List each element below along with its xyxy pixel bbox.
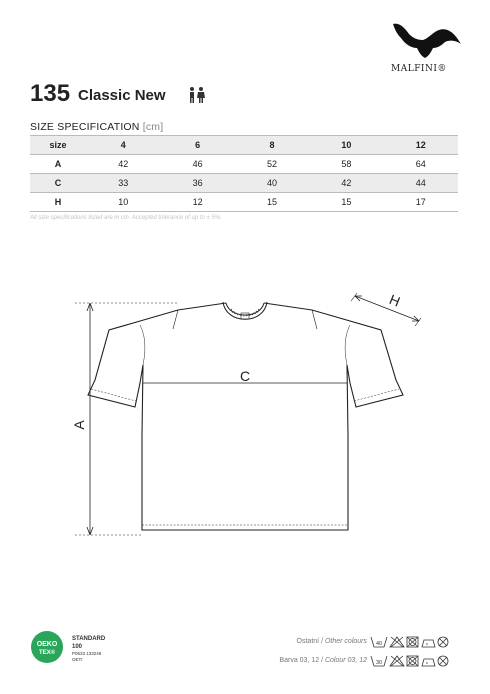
header-cell: 4 [86, 136, 160, 155]
man-woman-icon [187, 86, 207, 104]
label-c: C [239, 368, 251, 384]
table-cell: 15 [309, 193, 383, 212]
table-cell: 12 [160, 193, 234, 212]
header-cell: 8 [235, 136, 309, 155]
care-label-en: Colour 03, 12 [324, 657, 367, 664]
care-label-cz: Ostatní [296, 638, 320, 645]
cert-number: P0633 133249 [72, 651, 102, 656]
care-label-en: Other colours [324, 638, 367, 645]
standard-level: 100 [72, 644, 83, 650]
header-cell: 10 [309, 136, 383, 155]
care-row-label: Ostatní / Other colours [296, 638, 367, 645]
label-a: A [71, 420, 87, 430]
table-cell: 42 [86, 155, 160, 174]
table-cell: 17 [384, 193, 458, 212]
oeko-tex-info [72, 635, 132, 663]
row-label: C [30, 174, 86, 193]
table-row [30, 155, 458, 174]
table-cell: 10 [86, 193, 160, 212]
product-name: Classic New [78, 87, 166, 104]
table-cell: 64 [384, 155, 458, 174]
table-cell: 52 [235, 155, 309, 174]
care-row-label: Barva 03, 12 / Colour 03, 12 [279, 657, 367, 664]
header-cell: 6 [160, 136, 234, 155]
table-header-row [30, 136, 458, 155]
header-cell: 12 [384, 136, 458, 155]
sleeve-line [355, 296, 419, 321]
iron-icon [422, 640, 435, 647]
cert-institute: OETI [72, 657, 83, 662]
size-table [30, 135, 458, 212]
table-cell: 40 [235, 174, 309, 193]
table-cell: 42 [309, 174, 383, 193]
no-bleach-icon [390, 656, 404, 666]
table-cell: 33 [86, 174, 160, 193]
row-label: H [30, 193, 86, 212]
table-cell: 15 [235, 193, 309, 212]
svg-text:30: 30 [375, 660, 383, 666]
header-cell: size [30, 136, 86, 155]
tshirt-outline [88, 303, 403, 530]
table-cell: 46 [160, 155, 234, 174]
neck-label [241, 313, 249, 319]
tshirt-diagram [60, 285, 440, 555]
malfini-logo [383, 18, 463, 78]
svg-text:40: 40 [375, 641, 383, 647]
table-cell: 44 [384, 174, 458, 193]
svg-text:TEX®: TEX® [38, 650, 56, 656]
spec-title-text: SIZE SPECIFICATION [30, 121, 140, 133]
size-spec-title [30, 121, 163, 133]
oeko-tex-logo [30, 630, 64, 664]
table-row [30, 174, 458, 193]
table-cell: 58 [309, 155, 383, 174]
svg-text:OEKO: OEKO [36, 641, 58, 648]
label-h: H [387, 291, 403, 310]
table-cell: 36 [160, 174, 234, 193]
table-row [30, 193, 458, 212]
care-symbols [370, 654, 460, 668]
iron-icon [422, 659, 435, 666]
no-bleach-icon [390, 637, 404, 647]
care-label-cz: Barva 03, 12 [279, 657, 320, 664]
spec-unit: [cm] [142, 121, 164, 133]
brand-name: MALFINI® [391, 64, 447, 74]
product-code: 135 [30, 80, 71, 107]
eagle-icon [383, 18, 463, 64]
care-symbols [370, 635, 460, 649]
row-label: A [30, 155, 86, 174]
tolerance-note: All size specifications listed are in cm. Accepted tolerance of up to ± 5%. [30, 215, 222, 221]
standard-label: STANDARD [72, 636, 106, 642]
